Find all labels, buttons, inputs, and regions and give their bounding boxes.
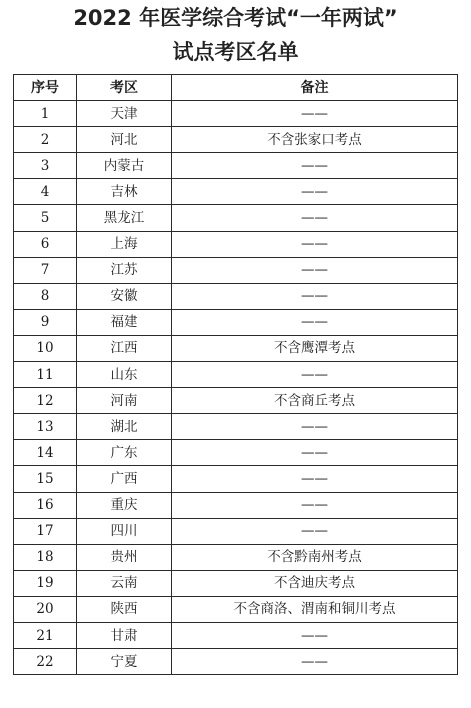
row-note: —— bbox=[172, 153, 458, 179]
row-number: 6 bbox=[14, 231, 77, 257]
row-note: —— bbox=[172, 492, 458, 518]
row-region: 贵州 bbox=[77, 544, 172, 570]
row-number: 18 bbox=[14, 544, 77, 570]
row-region: 广西 bbox=[77, 466, 172, 492]
row-note: 不含张家口考点 bbox=[172, 127, 458, 153]
row-note: —— bbox=[172, 518, 458, 544]
row-number: 17 bbox=[14, 518, 77, 544]
row-note: —— bbox=[172, 466, 458, 492]
row-region: 宁夏 bbox=[77, 649, 172, 675]
row-region: 山东 bbox=[77, 362, 172, 388]
table-row bbox=[14, 257, 458, 283]
row-region: 吉林 bbox=[77, 179, 172, 205]
row-note: —— bbox=[172, 257, 458, 283]
table-row bbox=[14, 231, 458, 257]
table-row bbox=[14, 518, 458, 544]
table-row bbox=[14, 466, 458, 492]
table-row bbox=[14, 440, 458, 466]
row-number: 9 bbox=[14, 309, 77, 335]
row-region: 黑龙江 bbox=[77, 205, 172, 231]
table-row bbox=[14, 179, 458, 205]
row-note: —— bbox=[172, 205, 458, 231]
table-row bbox=[14, 649, 458, 675]
row-region: 云南 bbox=[77, 570, 172, 596]
row-note: 不含黔南州考点 bbox=[172, 544, 458, 570]
row-number: 12 bbox=[14, 388, 77, 414]
row-number: 11 bbox=[14, 362, 77, 388]
row-note: —— bbox=[172, 622, 458, 648]
row-number: 8 bbox=[14, 283, 77, 309]
table-row bbox=[14, 544, 458, 570]
row-number: 21 bbox=[14, 622, 77, 648]
table-row bbox=[14, 414, 458, 440]
table-row bbox=[14, 570, 458, 596]
table-row bbox=[14, 388, 458, 414]
row-region: 广东 bbox=[77, 440, 172, 466]
row-number: 3 bbox=[14, 153, 77, 179]
row-note: —— bbox=[172, 440, 458, 466]
header-serial-number: 序号 bbox=[14, 75, 77, 101]
table-row bbox=[14, 596, 458, 622]
row-region: 陕西 bbox=[77, 596, 172, 622]
table-row bbox=[14, 101, 458, 127]
row-region: 四川 bbox=[77, 518, 172, 544]
row-note: —— bbox=[172, 362, 458, 388]
row-number: 13 bbox=[14, 414, 77, 440]
row-number: 16 bbox=[14, 492, 77, 518]
table-row bbox=[14, 362, 458, 388]
row-number: 5 bbox=[14, 205, 77, 231]
row-number: 4 bbox=[14, 179, 77, 205]
table-row bbox=[14, 127, 458, 153]
pilot-region-table bbox=[13, 74, 458, 675]
row-region: 江西 bbox=[77, 335, 172, 361]
table-row bbox=[14, 153, 458, 179]
row-region: 福建 bbox=[77, 309, 172, 335]
document-title: 2022 年医学综合考试“一年两试” bbox=[73, 6, 398, 30]
row-note: —— bbox=[172, 309, 458, 335]
row-region: 上海 bbox=[77, 231, 172, 257]
table-row bbox=[14, 205, 458, 231]
row-number: 2 bbox=[14, 127, 77, 153]
table-row bbox=[14, 283, 458, 309]
table-row bbox=[14, 335, 458, 361]
row-note: 不含鹰潭考点 bbox=[172, 335, 458, 361]
row-number: 20 bbox=[14, 596, 77, 622]
row-region: 江苏 bbox=[77, 257, 172, 283]
row-number: 14 bbox=[14, 440, 77, 466]
row-note: 不含商丘考点 bbox=[172, 388, 458, 414]
table-header-row bbox=[14, 75, 458, 101]
table-row bbox=[14, 622, 458, 648]
row-note: —— bbox=[172, 283, 458, 309]
row-number: 7 bbox=[14, 257, 77, 283]
table-row bbox=[14, 309, 458, 335]
row-note: —— bbox=[172, 649, 458, 675]
row-note: —— bbox=[172, 101, 458, 127]
row-region: 湖北 bbox=[77, 414, 172, 440]
header-exam-region: 考区 bbox=[77, 75, 172, 101]
row-note: 不含迪庆考点 bbox=[172, 570, 458, 596]
row-number: 22 bbox=[14, 649, 77, 675]
row-region: 内蒙古 bbox=[77, 153, 172, 179]
header-remarks: 备注 bbox=[172, 75, 458, 101]
row-region: 河南 bbox=[77, 388, 172, 414]
row-note: —— bbox=[172, 231, 458, 257]
row-region: 河北 bbox=[77, 127, 172, 153]
table-row bbox=[14, 492, 458, 518]
row-region: 安徽 bbox=[77, 283, 172, 309]
row-number: 1 bbox=[14, 101, 77, 127]
row-number: 19 bbox=[14, 570, 77, 596]
row-note: 不含商洛、渭南和铜川考点 bbox=[172, 596, 458, 622]
row-note: —— bbox=[172, 414, 458, 440]
row-number: 10 bbox=[14, 335, 77, 361]
row-number: 15 bbox=[14, 466, 77, 492]
row-region: 天津 bbox=[77, 101, 172, 127]
row-region: 甘肃 bbox=[77, 622, 172, 648]
row-region: 重庆 bbox=[77, 492, 172, 518]
document-subtitle: 试点考区名单 bbox=[172, 40, 299, 64]
row-note: —— bbox=[172, 179, 458, 205]
